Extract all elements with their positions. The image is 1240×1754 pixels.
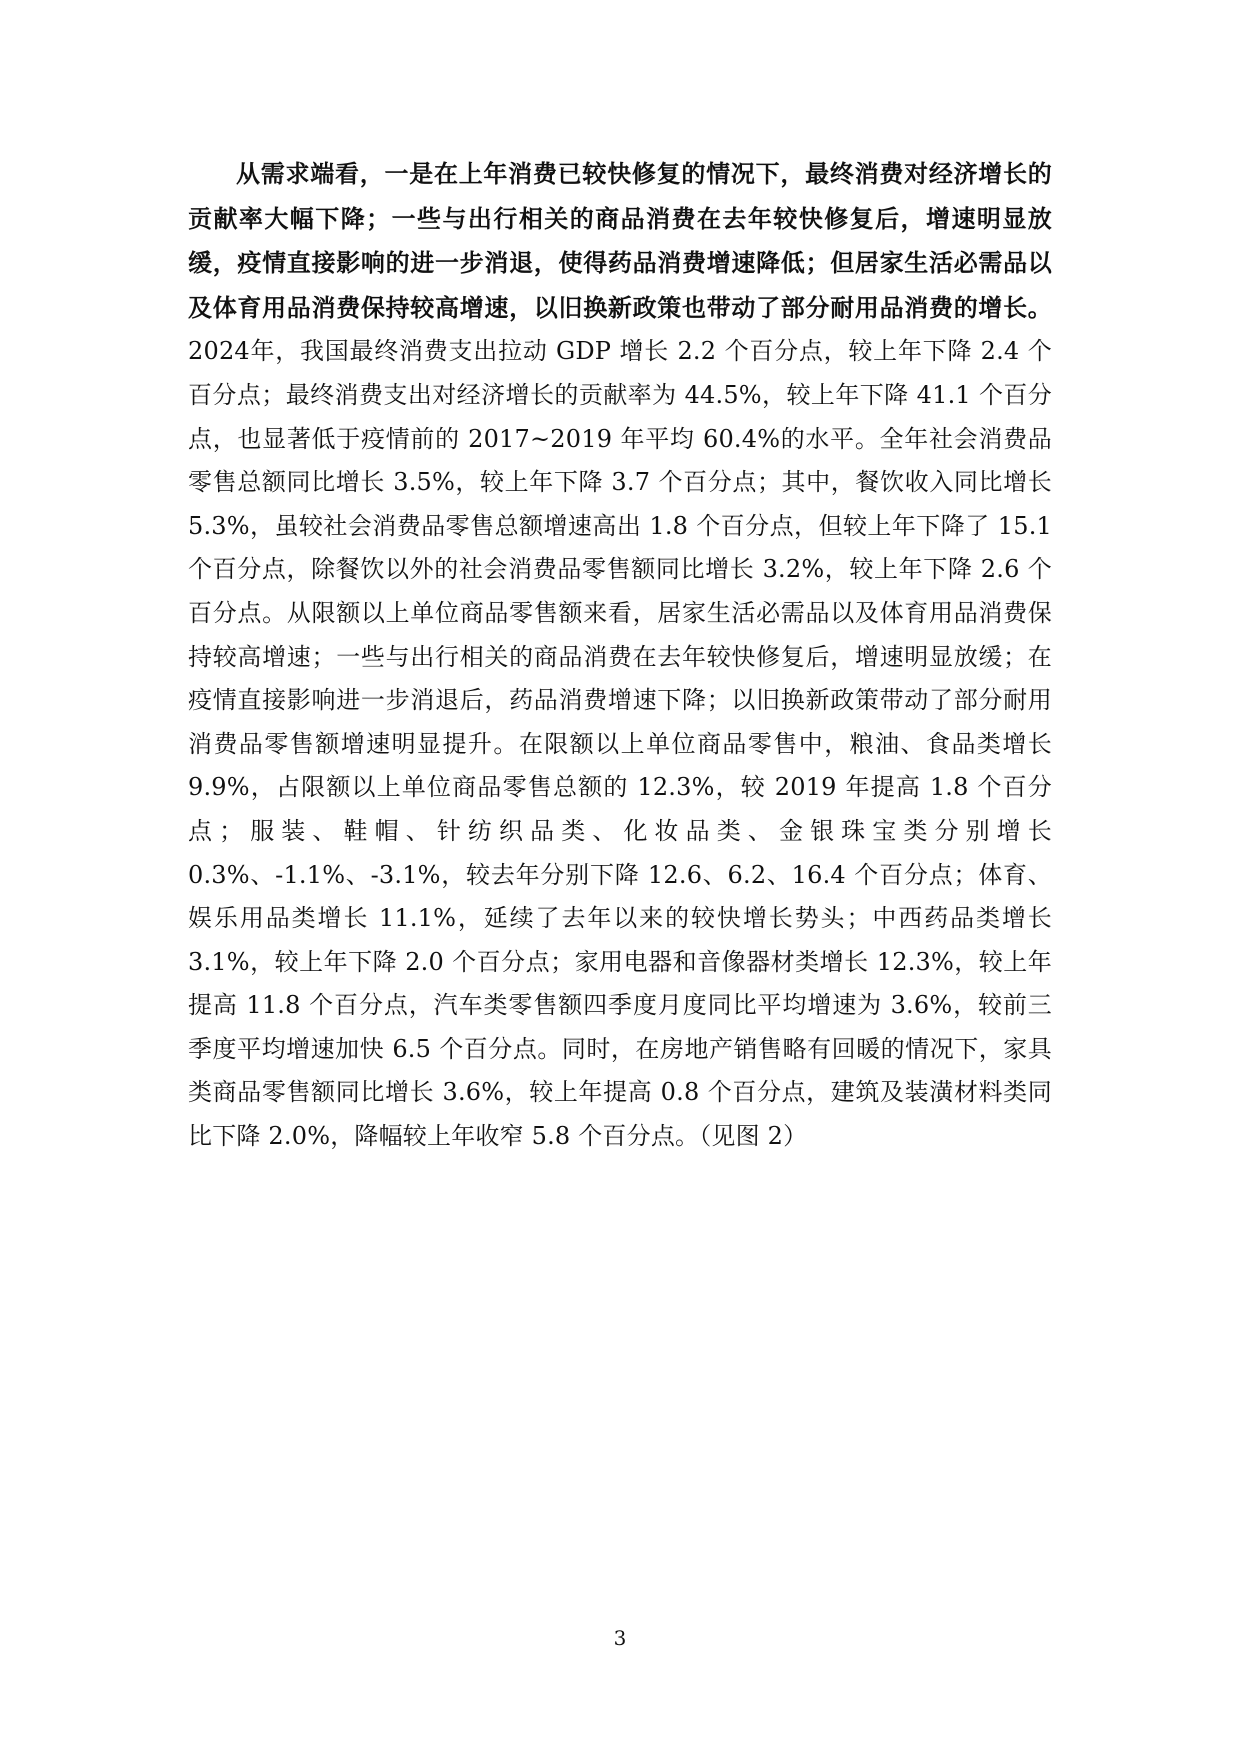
- page-number: 3: [613, 1626, 627, 1650]
- body-text-block: [188, 152, 1052, 1159]
- paragraph-lead-bold: 从需求端看，一是在上年消费已较快修复的情况下，最终消费对经济增长的贡献率大幅下降；一些与出行相关的商品消费在去年较快修复后，增速明显放缓，疫情直接影响的进一步消退，使得药品消费增速降低；但居家生活必需品以及体育用品消费保持较高增速，以旧换新政策也带动了部分耐用品消费的增长。: [188, 159, 1052, 322]
- paragraph: [188, 152, 1052, 1159]
- paragraph-body: 2024年，我国最终消费支出拉动 GDP 增长 2.2 个百分点，较上年下降 2.4 个百分点；最终消费支出对经济增长的贡献率为 44.5%，较上年下降 41.1 个百分点，也显著低于疫情前的 2017~2019 年平均 60.4%的水平。全年社会消费品零售总额同比增长 3.5%，较上年下降 3.7 个百分点；其中，餐饮收入同比增长 5.3%，虽较社会消费品零售总额增速高出 1.8 个百分点，但较上年下降了 15.1 个百分点，除餐饮以外的社会消费品零售额同比增长 3.2%，较上年下降 2.6 个百分点。从限额以上单位商品零售额来看，居家生活必需品以及体育用品消费保持较高增速；一些与出行相关的商品消费在去年较快修复后，增速明显放缓；在疫情直接影响进一步消退后，药品消费增速下降；以旧换新政策带动了部分耐用消费品零售额增速明显提升。在限额以上单位商品零售中，粮油、食品类增长 9.9%，占限额以上单位商品零售总额的 12.3%，较 2019 年提高 1.8 个百分点；服装、鞋帽、针纺织品类、化妆品类、金银珠宝类分别增长 0.3%、-1.1%、-3.1%，较去年分别下降 12.6、6.2、16.4 个百分点；体育、娱乐用品类增长 11.1%，延续了去年以来的较快增长势头；中西药品类增长 3.1%，较上年下降 2.0 个百分点；家用电器和音像器材类增长 12.3%，较上年提高 11.8 个百分点，汽车类零售额四季度月度同比平均增速为 3.6%，较前三季度平均增速加快 6.5 个百分点。同时，在房地产销售略有回暖的情况下，家具类商品零售额同比增长 3.6%，较上年提高 0.8 个百分点，建筑及装潢材料类同比下降 2.0%，降幅较上年收窄 5.8 个百分点。（见图 2）: [188, 337, 1052, 1151]
